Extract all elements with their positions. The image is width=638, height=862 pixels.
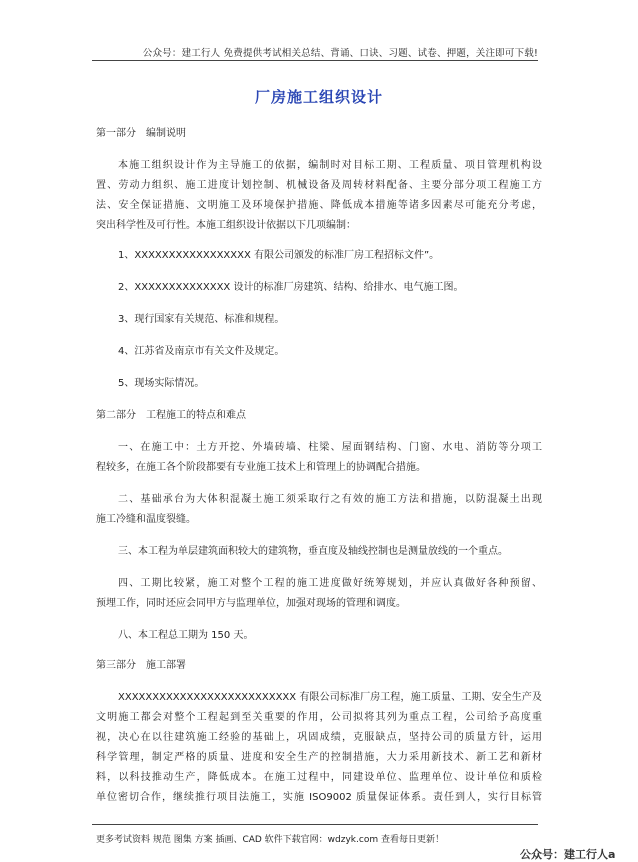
- basis-item: 2、XXXXXXXXXXXXXX 设计的标准厂房建筑、结构、给排水、电气施工图。: [118, 282, 464, 293]
- header-divider: [92, 60, 538, 61]
- footer-divider: [92, 824, 538, 825]
- part3-paragraph-line: 科学管理，制定严格的质量、进度和安全生产的控制措施，大力采用新技术、新工艺和新材: [96, 752, 542, 763]
- part1-intro-line: 置、劳动力组织、施工进度计划控制、机械设备及周转材料配备、主要分部分项工程施工方: [96, 180, 542, 191]
- part3-paragraph-line: 视，决心在以往建筑施工经验的基础上，巩固成绩，克服缺点，坚持公司的质量方针，运用: [96, 732, 542, 743]
- section-heading-part3: 第三部分 施工部署: [96, 660, 186, 671]
- part3-paragraph-line: 文明施工都会对整个工程起到至关重要的作用，公司拟将其列为重点工程，公司给予高度重: [96, 712, 542, 723]
- part2-paragraph-line: 四、工期比较紧，施工对整个工程的施工进度做好统筹规划，并应认真做好各种预留、: [118, 578, 542, 589]
- basis-item: 4、江苏省及南京市有关文件及规定。: [118, 346, 285, 357]
- basis-item: 5、现场实际情况。: [118, 378, 205, 389]
- part2-paragraph-line: 一、在施工中：土方开挖、外墙砖墙、柱梁、屋面钢结构、门窗、水电、消防等分项工: [118, 442, 542, 453]
- header-note: 公众号：建工行人 免费提供考试相关总结、背诵、口诀、习题、试卷、押题，关注即可下载!: [142, 48, 538, 59]
- part1-intro-line: 法、安全保证措施、文明施工及环境保护措施、降低成本措施等诸多因素尽可能充分考虑，: [96, 200, 542, 211]
- basis-item: 1、XXXXXXXXXXXXXXXXX 有限公司颁发的标准厂房工程招标文件”。: [118, 250, 440, 261]
- part3-paragraph-line: 单位密切合作，继续推行项目法施工，实施 ISO9002 质量保证体系。责任到人，实行目标管: [96, 792, 542, 803]
- part2-paragraph-line: 二、基础承台为大体积混凝土施工须采取行之有效的施工方法和措施，以防混凝土出现: [118, 494, 542, 505]
- part1-intro-line: 突出科学性及可行性。本施工组织设计依据以下几项编制：: [96, 220, 356, 231]
- watermark-text: 公众号：建工行人a: [520, 848, 616, 861]
- part2-paragraph-line: 三、本工程为单层建筑面积较大的建筑物，垂直度及轴线控制也是测量放线的一个重点。: [118, 546, 508, 557]
- part2-paragraph-line: 八、本工程总工期为 150 天。: [118, 630, 254, 641]
- section-heading-part1: 第一部分 编制说明: [96, 128, 186, 139]
- part3-paragraph-line: XXXXXXXXXXXXXXXXXXXXXXXXXX 有限公司标准厂房工程，施工质量、工期、安全生产及: [118, 692, 542, 703]
- section-heading-part2: 第二部分 工程施工的特点和难点: [96, 410, 246, 421]
- part2-paragraph-line: 程较多，在施工各个阶段都要有专业施工技术上和管理上的协调配合措施。: [96, 462, 426, 473]
- footer-note: 更多考试资料 规范 图集 方案 插画、CAD 软件下载官网：wdzyk.com 查看每日更新！: [96, 835, 444, 845]
- part2-paragraph-line: 施工冷缝和温度裂缝。: [96, 514, 196, 525]
- basis-item: 3、现行国家有关规范、标准和规程。: [118, 314, 285, 325]
- part1-intro-line: 本施工组织设计作为主导施工的依据，编制时对目标工期、工程质量、项目管理机构设: [118, 160, 542, 171]
- document-title: 厂房施工组织设计: [254, 88, 383, 106]
- part3-paragraph-line: 料，以科技推动生产，降低成本。在施工过程中，同建设单位、监理单位、设计单位和质检: [96, 772, 542, 783]
- part2-paragraph-line: 预埋工作，同时还应会同甲方与监理单位，加强对现场的管理和调度。: [96, 598, 406, 609]
